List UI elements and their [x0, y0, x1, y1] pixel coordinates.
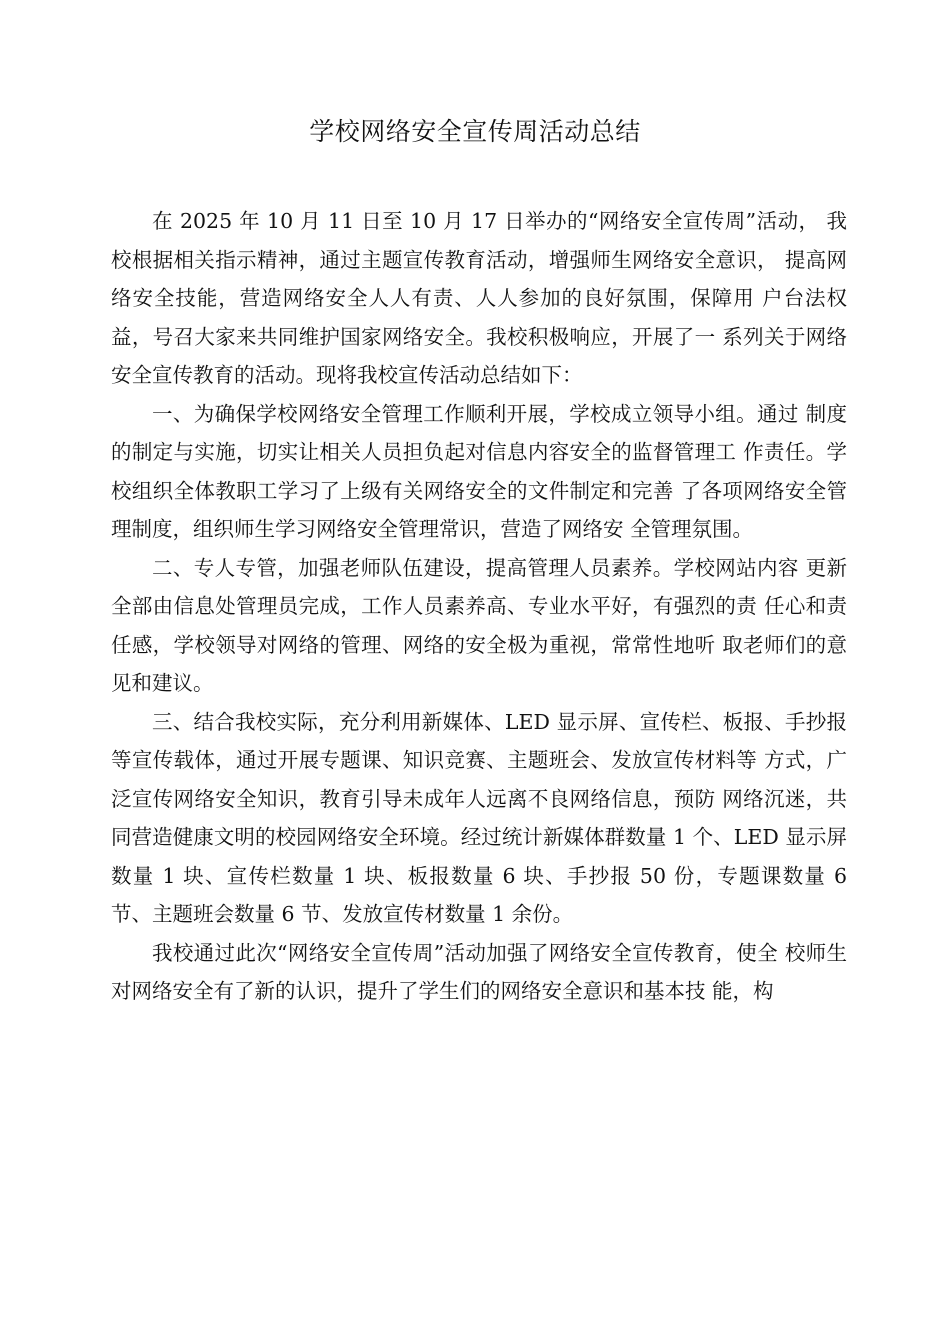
document-body — [111, 202, 847, 1011]
paragraph-section-two: 二、专人专管，加强老师队伍建设，提高管理人员素养。学校网站内容 更新全部由信息处管理员完成，工作人员素养高、专业水平好，有强烈的责 任心和责任感，学校领导对网络的管理、网络的安全极为重视，常常性地听 取老师们的意见和建议。 — [111, 555, 847, 695]
paragraph-section-three: 三、结合我校实际，充分利用新媒体、LED 显示屏、宣传栏、板报、手抄报等宣传载体，通过开展专题课、知识竞赛、主题班会、发放宣传材料等 方式，广泛宣传网络安全知识，教育引导未成年人远离不良网络信息，预防 网络沉迷，共同营造健康文明的校园网络安全环境。经过统计新媒体群数量 1 个、LED 显示屏数量 1 块、宣传栏数量 1 块、板报数量 6 块、手抄报 50 份，专题课数量 6 节、主题班会数量 6 节、发放宣传材数量 1 余份。 — [111, 709, 847, 926]
paragraph-intro: 在 2025 年 10 月 11 日至 10 月 17 日举办的“网络安全宣传周”活动， 我校根据相关指示精神，通过主题宣传教育活动，增强师生网络安全意识， 提高网络安全技能，营造网络安全人人有责、人人参加的良好氛围，保障用 户台法权益，号召大家来共同维护国家网络安全。我校积极响应，开展了一 系列关于网络安全宣传教育的活动。现将我校宣传活动总结如下： — [111, 209, 847, 387]
document-title: 学校网络安全宣传周活动总结 — [309, 117, 641, 146]
paragraph-section-one: 一、为确保学校网络安全管理工作顺利开展，学校成立领导小组。通过 制度的制定与实施，切实让相关人员担负起对信息内容安全的监督管理工 作责任。学校组织全体教职工学习了上级有关网络安全的文件制定和完善 了各项网络安全管理制度，组织师生学习网络安全管理常识，营造了网络安 全管理氛围。 — [111, 401, 847, 541]
paragraph-conclusion: 我校通过此次“网络安全宣传周”活动加强了网络安全宣传教育，使全 校师生对网络安全有了新的认识，提升了学生们的网络安全意识和基本技 能，构 — [111, 940, 847, 1003]
